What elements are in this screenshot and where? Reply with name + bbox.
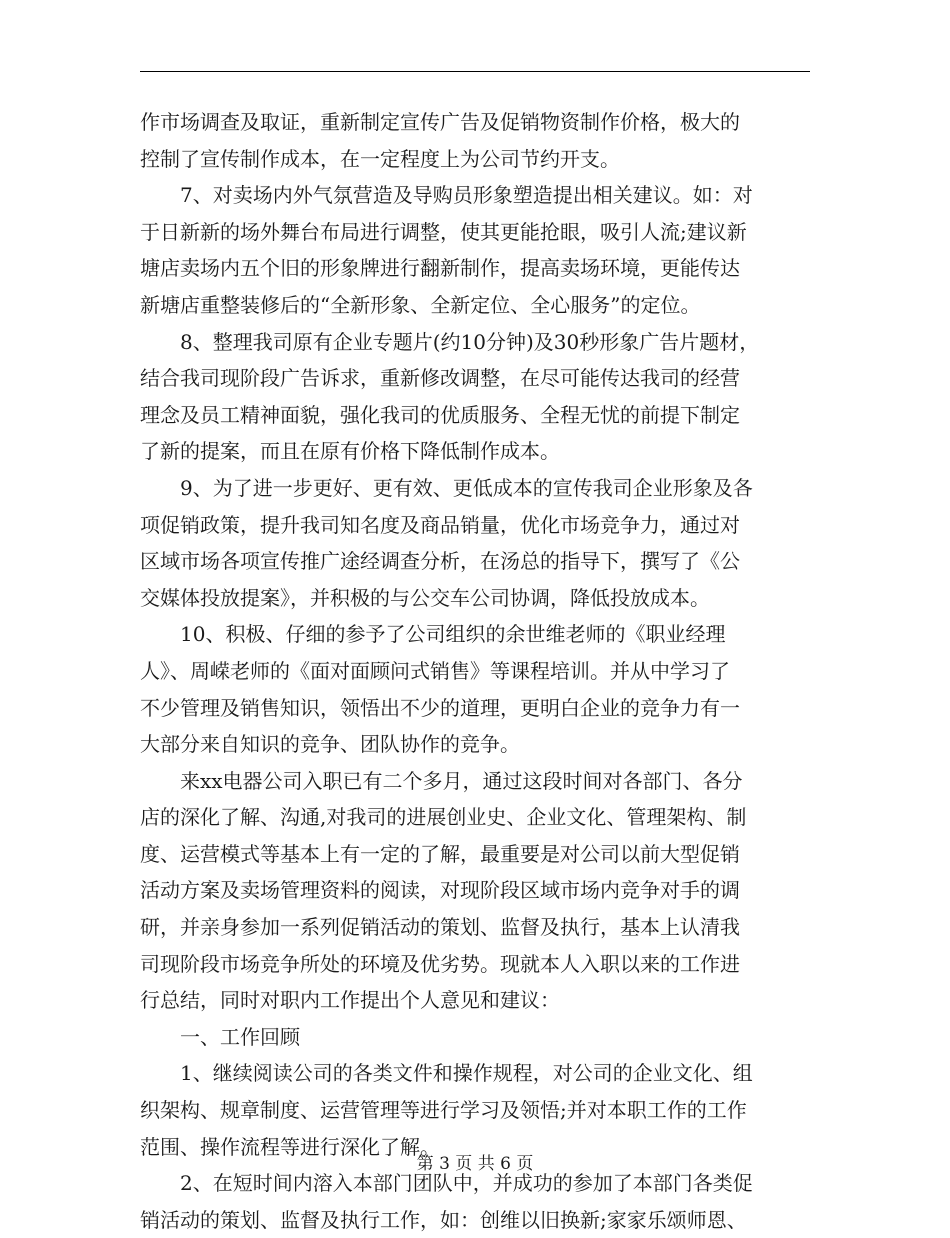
text-line: 了新的提案，而且在原有价格下降低制作成本。: [140, 439, 560, 464]
text-line: 7、对卖场内外气氛营造及导购员形象塑造提出相关建议。如：对: [140, 183, 753, 208]
text-line: 大部分来自知识的竞争、团队协作的竞争。: [140, 732, 520, 757]
text-line: 店的深化了解、沟通,对我司的进展创业史、企业文化、管理架构、制: [140, 805, 747, 830]
text-line: 2、在短时间内溶入本部门团队中，并成功的参加了本部门各类促: [140, 1171, 753, 1196]
section-heading: 一、工作回顾: [140, 1024, 300, 1049]
text-line: 新塘店重整装修后的“全新形象、全新定位、全心服务”的定位。: [140, 292, 701, 317]
text-line: 理念及员工精神面貌，强化我司的优质服务、全程无忧的前提下制定: [140, 402, 740, 427]
text-line: 来xx电器公司入职已有二个多月，通过这段时间对各部门、各分: [140, 768, 743, 793]
text-line: 司现阶段市场竞争所处的环境及优劣势。现就本人入职以来的工作进: [140, 951, 740, 976]
page-number-footer: 第 3 页 共 6 页: [416, 1154, 534, 1174]
text-line: 活动方案及卖场管理资料的阅读，对现阶段区域市场内竞争对手的调: [140, 878, 740, 903]
text-line: 8、整理我司原有企业专题片(约10分钟)及30秒形象广告片题材，: [140, 329, 760, 354]
text-line: 1、继续阅读公司的各类文件和操作规程，对公司的企业文化、组: [140, 1061, 753, 1086]
body-text: [140, 104, 810, 1238]
header-rule: [140, 71, 810, 72]
text-line: 结合我司现阶段广告诉求，重新修改调整，在尽可能传达我司的经营: [140, 366, 740, 391]
text-line: 于日新新的场外舞台布局进行调整，使其更能抢眼，吸引人流;建议新: [140, 219, 747, 244]
text-line: 塘店卖场内五个旧的形象牌进行翻新制作，提高卖场环境，更能传达: [140, 256, 740, 281]
text-line: 10、积极、仔细的参予了公司组织的余世维老师的《职业经理: [140, 622, 726, 647]
text-line: 9、为了进一步更好、更有效、更低成本的宣传我司企业形象及各: [140, 475, 753, 500]
text-line: 交媒体投放提案》，并积极的与公交车公司协调，降低投放成本。: [140, 585, 710, 610]
text-line: 范围、操作流程等进行深化了解。: [140, 1134, 440, 1159]
text-line: 织架构、规章制度、运营管理等进行学习及领悟;并对本职工作的工作: [140, 1098, 747, 1123]
text-line: 研，并亲身参加一系列促销活动的策划、监督及执行，基本上认清我: [140, 915, 740, 940]
text-line: 不少管理及销售知识，领悟出不少的道理，更明白企业的竞争力有一: [140, 695, 740, 720]
text-line: 人》、周嵘老师的《面对面顾问式销售》等课程培训。并从中学习了: [140, 658, 730, 683]
text-line: 作市场调查及取证，重新制定宣传广告及促销物资制作价格，极大的: [140, 110, 740, 134]
text-line: 控制了宣传制作成本，在一定程度上为公司节约开支。: [140, 146, 620, 171]
text-line: 行总结，同时对职内工作提出个人意见和建议：: [140, 988, 560, 1013]
text-line: 区域市场各项宣传推广途经调查分析，在汤总的指导下，撰写了《公: [140, 549, 740, 574]
text-line: 项促销政策，提升我司知名度及商品销量，优化市场竞争力，通过对: [140, 512, 740, 537]
text-line: 度、运营模式等基本上有一定的了解，最重要是对公司以前大型促销: [140, 841, 740, 866]
text-line: 销活动的策划、监督及执行工作，如：创维以旧换新;家家乐颂师恩、: [140, 1207, 747, 1232]
